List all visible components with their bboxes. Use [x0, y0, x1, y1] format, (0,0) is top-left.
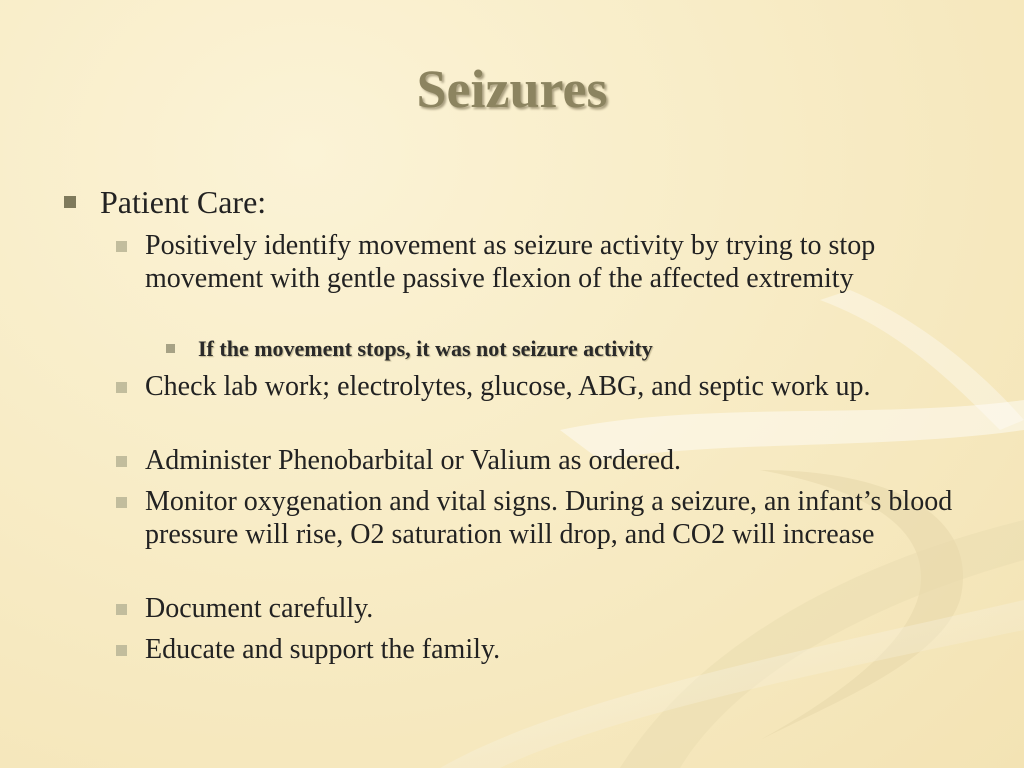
square-bullet-icon: [166, 344, 175, 353]
list-item: Monitor oxygenation and vital signs. During a seizure, an infant’s blood pressure will rise, O2 saturation will drop, and CO2 will increase: [145, 486, 953, 550]
sub-list-item: If the movement stops, it was not seizure activity: [198, 336, 653, 361]
square-bullet-icon: [116, 497, 127, 508]
square-bullet-icon: [116, 456, 127, 467]
list-item: Administer Phenobarbital or Valium as ordered.: [145, 445, 682, 476]
square-bullet-icon: [116, 382, 127, 393]
square-bullet-icon: [116, 645, 127, 656]
list-item: Check lab work; electrolytes, glucose, ABG, and septic work up.: [145, 371, 871, 402]
list-item: Document carefully.: [145, 593, 374, 624]
list-item: Positively identify movement as seizure activity by trying to stop movement with gentle passive flexion of the affected extremity: [145, 230, 876, 294]
square-bullet-icon: [64, 196, 76, 208]
square-bullet-icon: [116, 604, 127, 615]
slide-title: Seizures: [416, 59, 608, 119]
list-item: Educate and support the family.: [145, 634, 501, 665]
patient-care-heading: Patient Care:: [100, 184, 267, 220]
square-bullet-icon: [116, 241, 127, 252]
